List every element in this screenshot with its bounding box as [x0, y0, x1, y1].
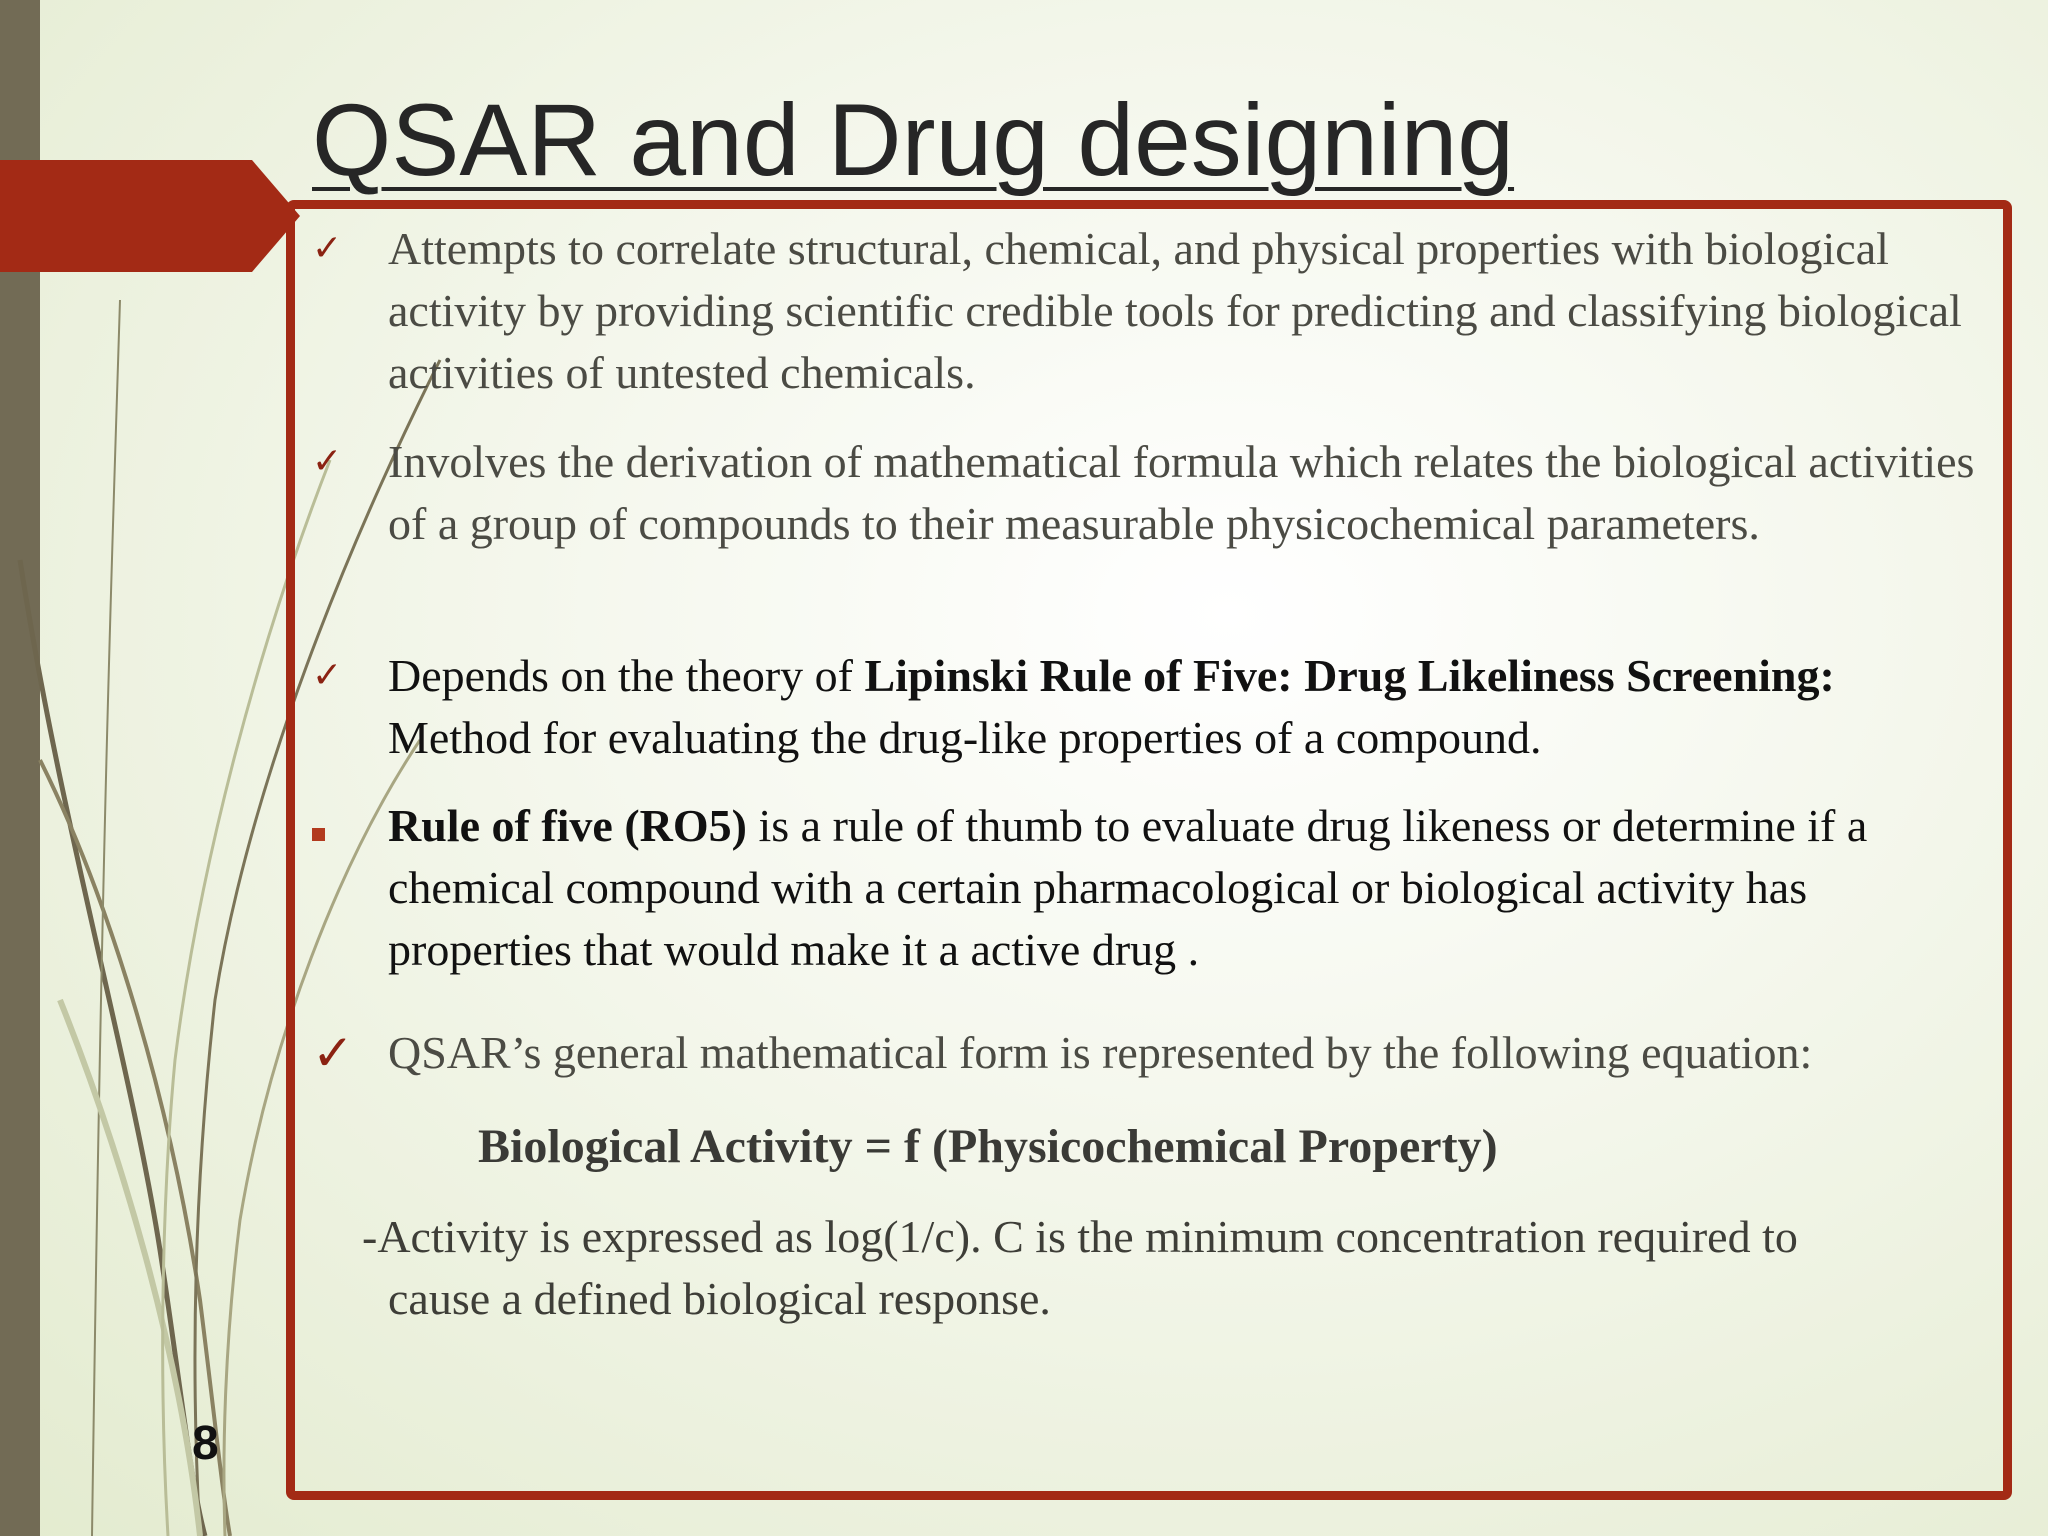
bullet-lipinski [312, 645, 1988, 769]
slide-title: QSAR and Drug designing [312, 83, 1515, 197]
note-line-1: -Activity is expressed as log(1/c). C is the minimum concentration required to [362, 1211, 1798, 1262]
equation: Biological Activity = f (Physicochemical Property) [478, 1120, 1498, 1173]
bullet-text: Involves the derivation of mathematical formula which relates the biological activities of a group of compounds to their measurable physicochemical parameters. [388, 436, 1975, 549]
bullet-rule-of-five [388, 795, 1988, 981]
bullet-lead-text: Depends on the theory of [388, 650, 865, 701]
square-bullet-icon [312, 795, 372, 857]
bullet-correlate [312, 218, 1988, 404]
bullet-text: QSAR’s general mathematical form is represented by the following equation: [388, 1027, 1813, 1078]
bullet-text: Attempts to correlate structural, chemical, and physical properties with biological activity by providing scientific credible tools for predicting and classifying biological activities of untested chemicals. [388, 223, 1962, 398]
activity-note [362, 1206, 2002, 1330]
bullet-rest-text: is a rule of thumb to evaluate drug likeness or determine if a chemical compound with a certain pharmacological or biological activity has properties that would make it a active drug . [388, 800, 1868, 975]
bullet-derivation [312, 431, 1988, 555]
check-icon: ✓ [312, 441, 343, 482]
bullet-general-form [312, 1022, 1988, 1084]
check-icon: ✓ [312, 655, 343, 696]
page-number: 8 [192, 1417, 219, 1470]
bullet-bold-text: Lipinski Rule of Five: Drug Likeliness Screening: [864, 650, 1835, 701]
red-title-tab [0, 160, 300, 272]
note-line-2: cause a defined biological response. [388, 1273, 1051, 1324]
bullet-bold-text: Rule of five (RO5) [388, 800, 747, 851]
bullet-rest-text: Method for evaluating the drug-like properties of a compound. [388, 712, 1542, 763]
check-icon: ✓ [312, 228, 343, 269]
check-icon: ✓ [312, 1024, 354, 1082]
